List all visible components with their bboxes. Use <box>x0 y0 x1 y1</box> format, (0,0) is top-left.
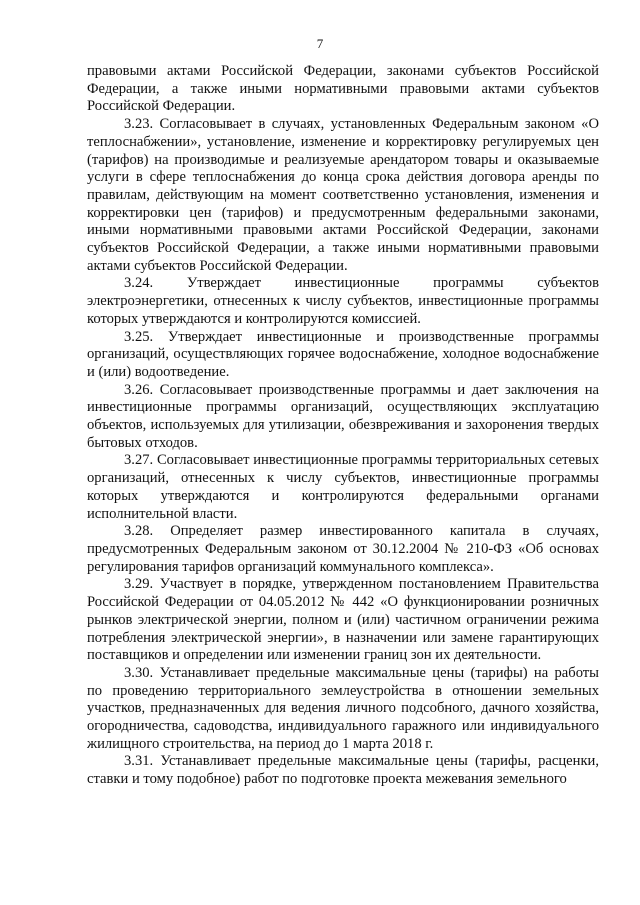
paragraph-3-27: 3.27. Согласовывает инвестиционные программы территориальных сетевых организаций, отнесенных к числу субъектов, инвестиционные программы которых утверждаются и контролируются федеральными органами исполнительной власти. <box>87 452 599 522</box>
page-number: 7 <box>316 36 324 51</box>
paragraph-3-28: 3.28. Определяет размер инвестированного капитала в случаях, предусмотренных Федеральным законом от 30.12.2004 № 210-ФЗ «Об основах регулирования тарифов организаций коммунального комплекса». <box>87 523 599 575</box>
paragraph-3-29: 3.29. Участвует в порядке, утвержденном постановлением Правительства Российской Федерации от 04.05.2012 № 442 «О функционировании розничных рынков электрической энергии, полном и (или) частичном ограничении режима потребления электрической энергии», в назначении или замене гарантирующих поставщиков и определении или изменении границ зон их деятельности. <box>87 576 599 664</box>
paragraph-continuation: правовыми актами Российской Федерации, законами субъектов Российской Федерации, а также иными нормативными правовыми актами субъектов Российской Федерации. <box>87 63 599 115</box>
paragraph-3-26: 3.26. Согласовывает производственные программы и дает заключения на инвестиционные программы организаций, осуществляющих эксплуатацию объектов, используемых для утилизации, обезвреживания и захоронения твердых бытовых отходов. <box>87 381 599 451</box>
paragraph-3-25: 3.25. Утверждает инвестиционные и производственные программы организаций, осуществляющих горячее водоснабжение, холодное водоснабжение и (или) водоотведение. <box>87 328 599 380</box>
paragraph-3-24: 3.24. Утверждает инвестиционные программы субъектов электроэнергетики, отнесенных к числу субъектов, инвестиционные программы которых утверждаются и контролируются комиссией. <box>87 275 599 327</box>
paragraph-3-23: 3.23. Согласовывает в случаях, установленных Федеральным законом «О теплоснабжении», установление, изменение и корректировку регулируемых цен (тарифов) на производимые и реализуемые арендатором товары и оказываемые услуги в сфере теплоснабжения до конца срока действия договора аренды по правилам, действующим на момент соответственно установления, изменения и корректировки цен (тарифов) и предусмотренным федеральными законами, иными нормативными правовыми актами Российской Федерации, законами субъектов Российской Федерации, а также иными нормативными правовыми актами субъектов Российской Федерации. <box>87 116 599 274</box>
paragraph-3-31: 3.31. Устанавливает предельные максимальные цены (тарифы, расценки, ставки и тому подобное) работ по подготовке проекта межевания земельного <box>87 753 599 788</box>
document-body <box>87 63 599 789</box>
paragraph-3-30: 3.30. Устанавливает предельные максимальные цены (тарифы) на работы по проведению территориального землеустройства в отношении земельных участков, предназначенных для ведения личного подсобного, дачного хозяйства, огородничества, садоводства, индивидуального гаражного или индивидуального жилищного строительства, на период до 1 марта 2018 г. <box>87 664 599 752</box>
